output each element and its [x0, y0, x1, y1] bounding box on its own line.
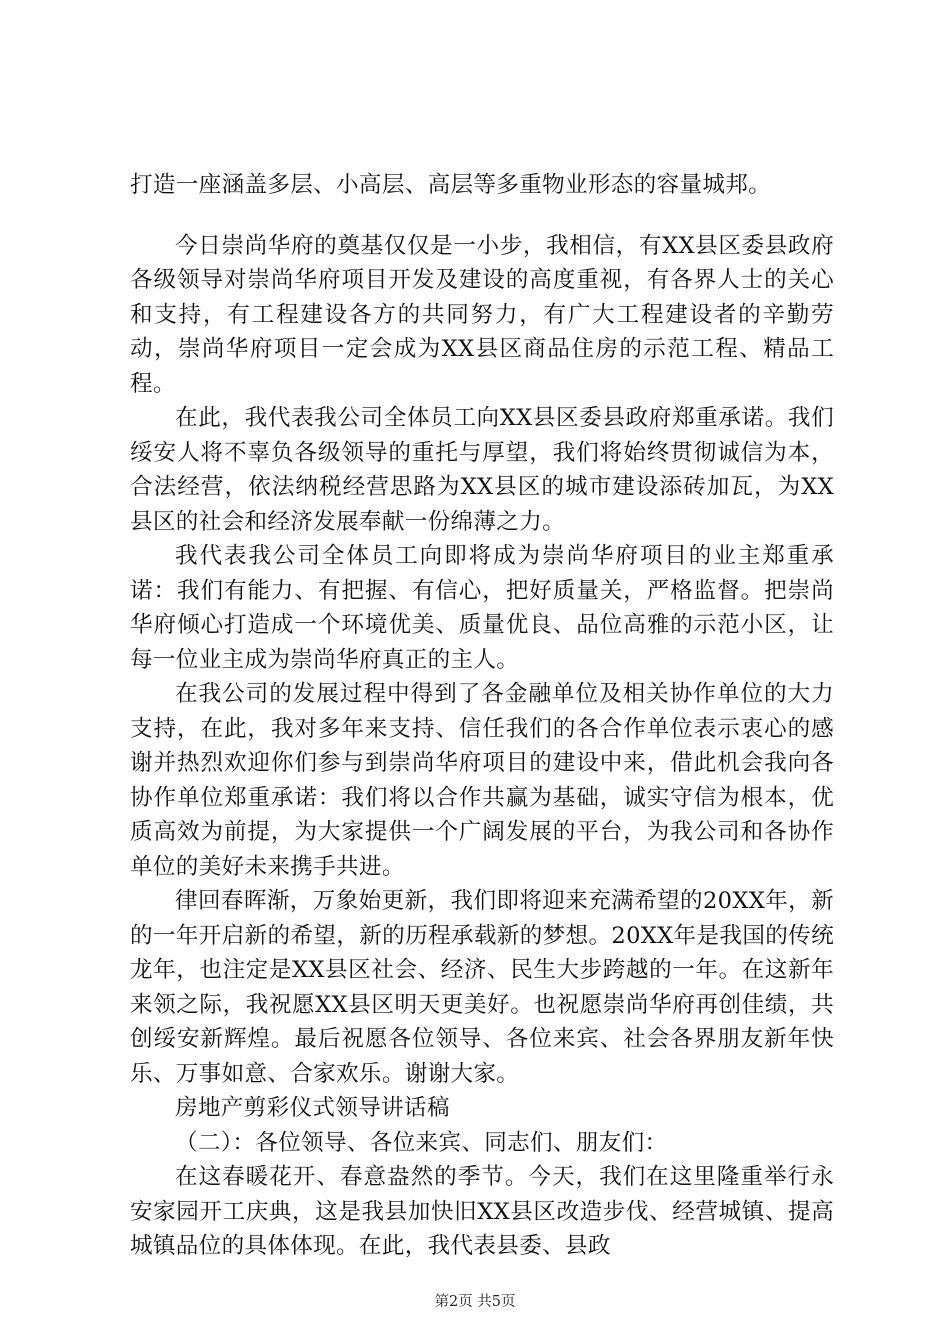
paragraph-3: 在此，我代表我公司全体员工向XX县区委县政府郑重承诺。我们绥安人将不辜负各级领导的重托与厚望，我们将始终贯彻诚信为本，合法经营，依法纳税经营思路为XX县区的城市建设添砖加瓦，为XX县区的社会和经济发展奉献一份绵薄之力。: [130, 405, 834, 535]
paragraph-2: 今日崇尚华府的奠基仅仅是一小步，我相信，有XX县区委县政府各级领导对崇尚华府项目开发及建设的高度重视，有各界人士的关心和支持，有工程建设各方的共同努力，有广大工程建设者的辛勤劳动，崇尚华府项目一定会成为XX县区商品住房的示范工程、精品工程。: [130, 232, 834, 397]
paragraph-9: 在这春暖花开、春意盎然的季节。今天，我们在这里隆重举行永安家园开工庆典，这是我县加快旧XX县区改造步伐、经营城镇、提高城镇品位的具体体现。在此，我代表县委、县政: [130, 1164, 835, 1259]
paragraph-5: 在我公司的发展过程中得到了各金融单位及相关协作单位的大力支持，在此，我对多年来支持、信任我们的各合作单位表示衷心的感谢并热烈欢迎你们参与到崇尚华府项目的建设中来，借此机会我向各协作单位郑重承诺：我们将以合作共赢为基础，诚实守信为根本，优质高效为前提，为大家提供一个广阔发展的平台，为我公司和各协作单位的美好未来携手共进。: [130, 681, 834, 880]
page-footer: 第2页 共5页: [434, 1294, 516, 1310]
section-salutation: （二）：各位领导、各位来宾、同志们、朋友们：: [175, 1129, 668, 1156]
paragraph-6: 律回春晖渐，万象始更新，我们即将迎来充满希望的20XX年，新的一年开启新的希望，新的历程承载新的梦想。20XX年是我国的传统龙年，也注定是XX县区社会、经济、民生大步跨越的一年。在这新年来领之际，我祝愿XX县区明天更美好。也祝愿崇尚华府再创佳绩，共创绥安新辉煌。最后祝愿各位领导、各位来宾、社会各界朋友新年快乐、万事如意、合家欢乐。谢谢大家。: [130, 888, 834, 1087]
paragraph-4: 我代表我公司全体员工向即将成为崇尚华府项目的业主郑重承诺：我们有能力、有把握、有信心，把好质量关，严格监督。把崇尚华府倾心打造成一个环境优美、质量优良、品位高雅的示范小区，让每一位业主成为崇尚华府真正的主人。: [130, 543, 834, 673]
section-title: 房地产剪彩仪式领导讲话稿: [175, 1095, 450, 1121]
paragraph-1: 打造一座涵盖多层、小高层、高层等多重物业形态的容量城邦。: [130, 172, 772, 198]
document-body: [130, 168, 834, 1264]
